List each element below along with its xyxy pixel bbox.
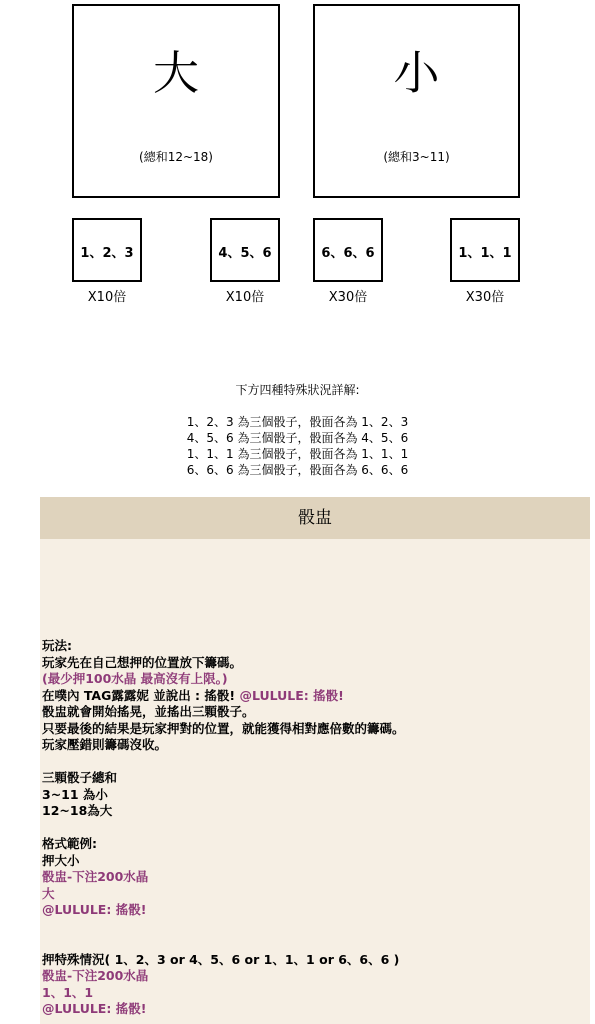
command-example: @LULULE: 搖骰! [239,687,344,703]
special-example-label: 押特殊情況( 1、2、3 or 4、5、6 or 1、1、1 or 6、6、6 ) [42,951,400,967]
rule-line: 玩家壓錯則籌碼沒收。 [42,737,168,752]
special-multiplier: X10倍 [225,290,265,305]
special-multiplier: X10倍 [87,290,127,305]
explanation-heading: 下方四種特殊狀況詳解: [235,383,360,397]
special-combo-label: 6、6、6 [321,246,375,261]
rule-line: 玩家先在自己想押的位置放下籌碼。 [42,654,243,670]
format-example-cmd: 骰盅-下注200水晶 [42,869,149,884]
bet-box-special-123[interactable] [72,218,142,282]
special-example-call: @LULULE: 搖骰! [42,1001,147,1016]
big-range: (總和12~18) [139,150,213,164]
bet-box-small[interactable] [313,4,520,198]
explanation-line: 1、1、1 為三個骰子，骰面各為 1、1、1 [186,447,409,461]
rule-line: 只要最後的結果是玩家押對的位置，就能獲得相對應倍數的籌碼。 [42,720,405,736]
tag-instruction: 在噗內 TAG露露妮 並說出 : 搖骰! [42,687,240,703]
bet-box-special-666[interactable] [313,218,383,282]
small-range: (總和3~11) [383,150,450,164]
special-example-cmd: 骰盅-下注200水晶 [42,968,149,983]
explanation-line: 4、5、6 為三個骰子，骰面各為 4、5、6 [186,431,409,445]
sum-rules-label: 三顆骰子總和 [42,770,118,785]
how-to-play-label: 玩法: [42,638,72,653]
bet-limit-note: (最少押100水晶 最高沒有上限。) [42,671,228,686]
explanation-line: 1、2、3 為三個骰子，骰面各為 1、2、3 [186,415,409,429]
special-combo-label: 4、5、6 [218,246,272,261]
format-example-choice: 大 [42,885,55,901]
rules-text [42,638,582,1018]
bet-box-special-111[interactable] [450,218,520,282]
special-multiplier: X30倍 [465,290,505,305]
sum-rule-small: 3~11 為小 [42,786,108,802]
format-example-label: 格式範例: [42,836,97,851]
bet-box-special-456[interactable] [210,218,280,282]
small-label: 小 [393,46,440,100]
rule-line: 骰盅就會開始搖晃，並搖出三顆骰子。 [42,704,255,719]
special-combo-label: 1、2、3 [80,246,134,261]
special-example-choice: 1、1、1 [42,984,94,1000]
rule-line [42,688,582,705]
sum-rule-big: 12~18為大 [42,803,113,818]
format-example-call: @LULULE: 搖骰! [42,902,147,917]
format-example-sub: 押大小 [42,852,80,868]
special-combo-label: 1、1、1 [458,246,512,261]
rules-panel [40,497,590,1024]
special-multiplier: X30倍 [328,290,368,305]
big-label: 大 [153,46,199,100]
explanation-line: 6、6、6 為三個骰子，骰面各為 6、6、6 [186,463,409,477]
panel-title: 骰盅 [40,497,590,539]
bet-box-big[interactable] [72,4,280,198]
